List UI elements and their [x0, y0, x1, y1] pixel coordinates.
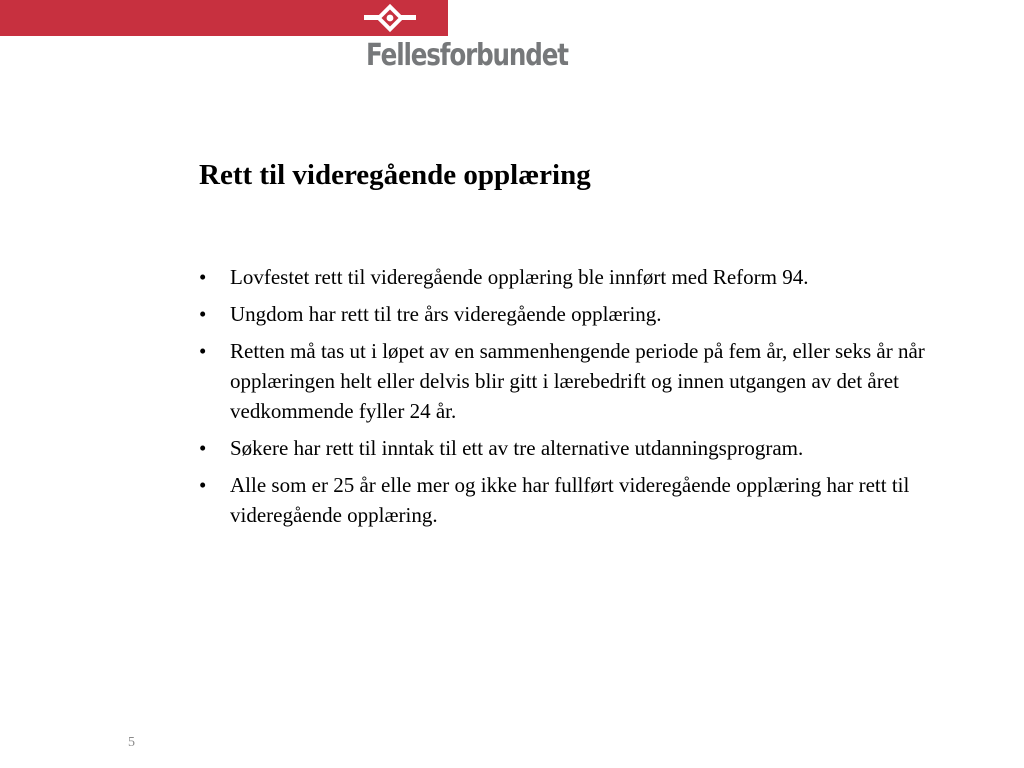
bullet-marker: •	[199, 339, 207, 363]
bullet-item	[199, 262, 969, 292]
bullet-item	[199, 299, 969, 329]
page-number: 5	[128, 735, 135, 750]
bullet-marker: •	[199, 473, 207, 497]
slide-title: Rett til videregående opplæring	[199, 159, 591, 191]
bullet-text: Ungdom har rett til tre års videregående opplæring.	[230, 302, 662, 326]
bullet-item	[199, 336, 969, 426]
bullet-text: Søkere har rett til inntak til ett av tre alternative utdanningsprogram.	[230, 436, 804, 460]
bullet-item	[199, 433, 969, 463]
bullet-marker: •	[199, 265, 207, 289]
bullet-marker: •	[199, 436, 207, 460]
bullet-text: Lovfestet rett til videregående opplæring ble innført med Reform 94.	[230, 265, 809, 289]
organization-wordmark: Fellesforbundet	[366, 38, 568, 73]
bullet-marker: •	[199, 302, 207, 326]
bullet-text: Retten må tas ut i løpet av en sammenhengende periode på fem år, eller seks år når opplæringen helt eller delvis blir gitt i lærebedrift og innen utgangen av det året vedkommende fyller 24 år.	[230, 339, 925, 423]
bullet-list	[199, 262, 969, 537]
fellesforbundet-logo-icon	[364, 0, 416, 36]
bullet-text: Alle som er 25 år elle mer og ikke har fullført videregående opplæring har rett til videregående opplæring.	[230, 473, 910, 527]
bullet-item	[199, 470, 969, 530]
